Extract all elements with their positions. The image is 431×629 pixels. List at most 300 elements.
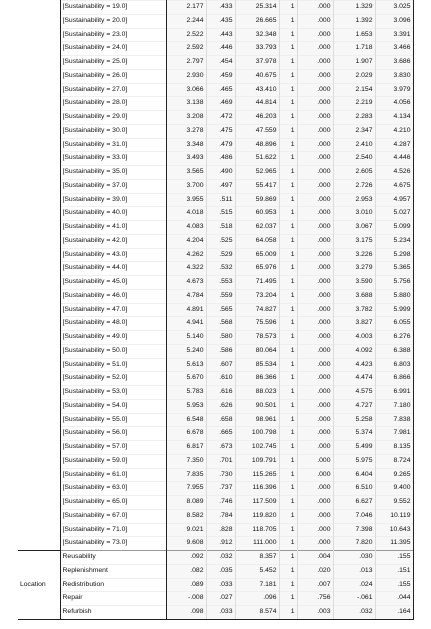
value-cell: 4.784	[166, 289, 206, 303]
group-label-cell	[18, 97, 60, 111]
value-cell: 1.329	[333, 1, 375, 15]
value-cell: .000	[297, 441, 333, 455]
group-label-cell	[18, 564, 60, 578]
value-cell: 1	[279, 124, 297, 138]
value-cell: 78.573	[235, 331, 279, 345]
value-cell: 3.025	[375, 1, 413, 15]
value-cell: 5.999	[375, 303, 413, 317]
value-cell: 3.565	[166, 166, 206, 180]
value-cell: 1	[279, 372, 297, 386]
value-cell: 25.314	[235, 1, 279, 15]
value-cell: .000	[297, 14, 333, 28]
value-cell: 9.265	[375, 468, 413, 482]
value-cell: .454	[206, 56, 235, 70]
value-cell: 2.410	[333, 138, 375, 152]
group-label-cell	[18, 331, 60, 345]
value-cell: .000	[297, 234, 333, 248]
group-label-cell	[18, 111, 60, 125]
group-label-cell	[18, 454, 60, 468]
value-cell: .497	[206, 179, 235, 193]
value-cell: .013	[333, 564, 375, 578]
value-cell: .515	[206, 207, 235, 221]
parameter-label-cell: [Sustainability = 53.0]	[60, 386, 166, 400]
value-cell: .000	[297, 193, 333, 207]
value-cell: .033	[206, 578, 235, 592]
value-cell: .475	[206, 124, 235, 138]
value-cell: 4.322	[166, 262, 206, 276]
value-cell: 6.404	[333, 468, 375, 482]
value-cell: 10.119	[375, 509, 413, 523]
table-row	[18, 14, 413, 28]
value-cell: 1	[279, 14, 297, 28]
value-cell: 1	[279, 69, 297, 83]
value-cell: .737	[206, 482, 235, 496]
value-cell: 3.226	[333, 248, 375, 262]
parameter-label-cell: [Sustainability = 51.0]	[60, 358, 166, 372]
value-cell: .000	[297, 289, 333, 303]
value-cell: 1	[279, 42, 297, 56]
value-cell: .490	[206, 166, 235, 180]
value-cell: 7.981	[375, 427, 413, 441]
value-cell: 1	[279, 564, 297, 578]
group-label-cell	[18, 138, 60, 152]
value-cell: 7.820	[333, 537, 375, 551]
value-cell: .479	[206, 138, 235, 152]
group-label-cell	[18, 193, 60, 207]
group-label-cell	[18, 317, 60, 331]
table-row	[18, 138, 413, 152]
value-cell: 1.653	[333, 28, 375, 42]
value-cell: .004	[297, 551, 333, 565]
group-label-cell	[18, 83, 60, 97]
value-cell: 111.000	[235, 537, 279, 551]
value-cell: 3.175	[333, 234, 375, 248]
value-cell: 5.099	[375, 221, 413, 235]
value-cell: 2.522	[166, 28, 206, 42]
value-cell: 5.975	[333, 454, 375, 468]
value-cell: 1	[279, 317, 297, 331]
parameter-label-cell: [Sustainability = 46.0]	[60, 289, 166, 303]
parameter-label-cell: [Sustainability = 35.0]	[60, 166, 166, 180]
value-cell: .553	[206, 276, 235, 290]
parameter-label-cell: [Sustainability = 55.0]	[60, 413, 166, 427]
table-row	[18, 454, 413, 468]
group-label-cell	[18, 166, 60, 180]
value-cell: 44.814	[235, 97, 279, 111]
parameter-label-cell: [Sustainability = 25.0]	[60, 56, 166, 70]
value-cell: .626	[206, 399, 235, 413]
group-label-cell	[18, 537, 60, 551]
table-row	[18, 564, 413, 578]
value-cell: 116.396	[235, 482, 279, 496]
table-row	[18, 221, 413, 235]
value-cell: 51.622	[235, 152, 279, 166]
value-cell: 7.955	[166, 482, 206, 496]
value-cell: 6.276	[375, 331, 413, 345]
group-label-cell	[18, 262, 60, 276]
value-cell: 118.705	[235, 523, 279, 537]
value-cell: 8.089	[166, 496, 206, 510]
value-cell: .000	[297, 372, 333, 386]
value-cell: .000	[297, 303, 333, 317]
value-cell: 6.803	[375, 358, 413, 372]
value-cell: 5.452	[235, 564, 279, 578]
parameter-label-cell: Reusability	[60, 551, 166, 565]
value-cell: 1	[279, 606, 297, 620]
value-cell: 1	[279, 578, 297, 592]
value-cell: 1	[279, 152, 297, 166]
value-cell: 6.510	[333, 482, 375, 496]
value-cell: 8.724	[375, 454, 413, 468]
value-cell: 74.827	[235, 303, 279, 317]
value-cell: 59.869	[235, 193, 279, 207]
group-label-cell	[18, 207, 60, 221]
value-cell: 3.208	[166, 111, 206, 125]
group-label-cell	[18, 592, 60, 606]
value-cell: .000	[297, 42, 333, 56]
parameter-label-cell: [Sustainability = 29.0]	[60, 111, 166, 125]
value-cell: 1	[279, 56, 297, 70]
table-row	[18, 303, 413, 317]
value-cell: 1.907	[333, 56, 375, 70]
table-row	[18, 97, 413, 111]
value-cell: 5.374	[333, 427, 375, 441]
value-cell: 4.083	[166, 221, 206, 235]
value-cell: 1	[279, 179, 297, 193]
value-cell: .030	[333, 551, 375, 565]
group-label-cell	[18, 496, 60, 510]
value-cell: .000	[297, 427, 333, 441]
value-cell: 1	[279, 523, 297, 537]
value-cell: 8.574	[235, 606, 279, 620]
value-cell: 3.010	[333, 207, 375, 221]
value-cell: 1	[279, 592, 297, 606]
value-cell: 3.067	[333, 221, 375, 235]
group-label-cell	[18, 124, 60, 138]
value-cell: .000	[297, 399, 333, 413]
parameter-label-cell: [Sustainability = 27.0]	[60, 83, 166, 97]
parameter-label-cell: [Sustainability = 37.0]	[60, 179, 166, 193]
value-cell: 3.979	[375, 83, 413, 97]
value-cell: .151	[375, 564, 413, 578]
parameter-label-cell: [Sustainability = 48.0]	[60, 317, 166, 331]
value-cell: .000	[297, 276, 333, 290]
value-cell: .082	[166, 564, 206, 578]
value-cell: 71.495	[235, 276, 279, 290]
parameter-label-cell: Replenishment	[60, 564, 166, 578]
table-row	[18, 1, 413, 15]
value-cell: 60.953	[235, 207, 279, 221]
value-cell: 1	[279, 221, 297, 235]
value-cell: 3.830	[375, 69, 413, 83]
table-row	[18, 358, 413, 372]
value-cell: 1	[279, 166, 297, 180]
value-cell: 4.134	[375, 111, 413, 125]
value-cell: 5.234	[375, 234, 413, 248]
value-cell: 6.055	[375, 317, 413, 331]
table-row	[18, 69, 413, 83]
value-cell: 4.727	[333, 399, 375, 413]
value-cell: 1	[279, 83, 297, 97]
value-cell: 5.258	[333, 413, 375, 427]
value-cell: .000	[297, 413, 333, 427]
value-cell: 4.891	[166, 303, 206, 317]
group-label-cell	[18, 42, 60, 56]
value-cell: 6.388	[375, 344, 413, 358]
table-row	[18, 152, 413, 166]
value-cell: 3.686	[375, 56, 413, 70]
group-label-cell	[18, 399, 60, 413]
value-cell: .035	[206, 564, 235, 578]
value-cell: 5.240	[166, 344, 206, 358]
value-cell: 1	[279, 509, 297, 523]
value-cell: 1	[279, 331, 297, 345]
value-cell: 2.219	[333, 97, 375, 111]
value-cell: 1	[279, 248, 297, 262]
value-cell: 65.976	[235, 262, 279, 276]
value-cell: 4.526	[375, 166, 413, 180]
value-cell: .000	[297, 496, 333, 510]
value-cell: .033	[206, 606, 235, 620]
parameter-label-cell: [Sustainability = 41.0]	[60, 221, 166, 235]
value-cell: 1	[279, 193, 297, 207]
parameter-label-cell: [Sustainability = 54.0]	[60, 399, 166, 413]
value-cell: 7.838	[375, 413, 413, 427]
value-cell: 3.590	[333, 276, 375, 290]
table-row	[18, 482, 413, 496]
value-cell: 47.559	[235, 124, 279, 138]
value-cell: 1	[279, 234, 297, 248]
value-cell: .756	[297, 592, 333, 606]
value-cell: 1	[279, 28, 297, 42]
value-cell: .000	[297, 468, 333, 482]
value-cell: .472	[206, 111, 235, 125]
value-cell: 3.278	[166, 124, 206, 138]
group-label-cell	[18, 56, 60, 70]
group-label-cell	[18, 551, 60, 565]
value-cell: 2.154	[333, 83, 375, 97]
value-cell: .000	[297, 221, 333, 235]
value-cell: 1	[279, 207, 297, 221]
parameter-label-cell: [Sustainability = 50.0]	[60, 344, 166, 358]
value-cell: 1	[279, 1, 297, 15]
parameter-label-cell: Repair	[60, 592, 166, 606]
value-cell: .000	[297, 509, 333, 523]
value-cell: .000	[297, 386, 333, 400]
value-cell: 52.965	[235, 166, 279, 180]
value-cell: 6.627	[333, 496, 375, 510]
value-cell: .446	[206, 42, 235, 56]
value-cell: .000	[297, 248, 333, 262]
value-cell: .000	[297, 1, 333, 15]
value-cell: 1	[279, 276, 297, 290]
group-label-cell	[18, 509, 60, 523]
value-cell: .155	[375, 578, 413, 592]
group-label-cell	[18, 413, 60, 427]
value-cell: 1	[279, 454, 297, 468]
value-cell: 5.880	[375, 289, 413, 303]
value-cell: 4.575	[333, 386, 375, 400]
value-cell: 1	[279, 537, 297, 551]
table-row	[18, 606, 413, 620]
table-row	[18, 537, 413, 551]
value-cell: 1	[279, 262, 297, 276]
value-cell: 102.745	[235, 441, 279, 455]
parameter-label-cell: [Sustainability = 47.0]	[60, 303, 166, 317]
table-row	[18, 248, 413, 262]
value-cell: .044	[375, 592, 413, 606]
parameter-label-cell: [Sustainability = 28.0]	[60, 97, 166, 111]
value-cell: 4.204	[166, 234, 206, 248]
value-cell: .000	[297, 317, 333, 331]
value-cell: .000	[297, 97, 333, 111]
value-cell: .665	[206, 427, 235, 441]
value-cell: .469	[206, 97, 235, 111]
table-row	[18, 413, 413, 427]
group-label-cell	[18, 28, 60, 42]
table-row	[18, 344, 413, 358]
value-cell: 48.896	[235, 138, 279, 152]
value-cell: .092	[166, 551, 206, 565]
group-label-cell	[18, 468, 60, 482]
value-cell: 43.410	[235, 83, 279, 97]
parameter-label-cell: [Sustainability = 23.0]	[60, 28, 166, 42]
value-cell: .000	[297, 207, 333, 221]
group-label-cell	[18, 248, 60, 262]
value-cell: .525	[206, 234, 235, 248]
parameter-label-cell: [Sustainability = 59.0]	[60, 454, 166, 468]
value-cell: 4.446	[375, 152, 413, 166]
value-cell: 1	[279, 399, 297, 413]
value-cell: 55.417	[235, 179, 279, 193]
value-cell: 8.135	[375, 441, 413, 455]
value-cell: 5.298	[375, 248, 413, 262]
value-cell: 8.582	[166, 509, 206, 523]
value-cell: 9.021	[166, 523, 206, 537]
group-label-cell	[18, 152, 60, 166]
parameter-label-cell: [Sustainability = 43.0]	[60, 248, 166, 262]
value-cell: .465	[206, 83, 235, 97]
value-cell: 2.540	[333, 152, 375, 166]
value-cell: .912	[206, 537, 235, 551]
value-cell: 1	[279, 138, 297, 152]
value-cell: 11.395	[375, 537, 413, 551]
value-cell: 88.023	[235, 386, 279, 400]
group-label-cell	[18, 372, 60, 386]
value-cell: -.008	[166, 592, 206, 606]
value-cell: .155	[375, 551, 413, 565]
group-label-cell	[18, 234, 60, 248]
value-cell: 3.279	[333, 262, 375, 276]
value-cell: 86.366	[235, 372, 279, 386]
group-label-cell	[18, 441, 60, 455]
value-cell: 40.675	[235, 69, 279, 83]
value-cell: .658	[206, 413, 235, 427]
value-cell: .007	[297, 578, 333, 592]
group-label-cell	[18, 69, 60, 83]
value-cell: .032	[206, 551, 235, 565]
parameter-estimates-table	[18, 0, 414, 620]
parameter-label-cell: [Sustainability = 52.0]	[60, 372, 166, 386]
value-cell: 8.357	[235, 551, 279, 565]
value-cell: .000	[297, 331, 333, 345]
value-cell: .000	[297, 482, 333, 496]
table-row	[18, 262, 413, 276]
value-cell: 2.244	[166, 14, 206, 28]
value-cell: .532	[206, 262, 235, 276]
parameter-label-cell: Refurbish	[60, 606, 166, 620]
table-row	[18, 399, 413, 413]
parameter-label-cell: [Sustainability = 39.0]	[60, 193, 166, 207]
group-label-cell	[18, 1, 60, 15]
table-row	[18, 386, 413, 400]
parameter-label-cell: [Sustainability = 24.0]	[60, 42, 166, 56]
value-cell: .746	[206, 496, 235, 510]
value-cell: .673	[206, 441, 235, 455]
table-body	[18, 1, 413, 620]
parameter-label-cell: [Sustainability = 44.0]	[60, 262, 166, 276]
parameter-label-cell: [Sustainability = 49.0]	[60, 331, 166, 345]
parameter-label-cell: [Sustainability = 57.0]	[60, 441, 166, 455]
value-cell: .580	[206, 331, 235, 345]
value-cell: 3.782	[333, 303, 375, 317]
parameter-label-cell: [Sustainability = 63.0]	[60, 482, 166, 496]
value-cell: .024	[333, 578, 375, 592]
value-cell: .032	[333, 606, 375, 620]
value-cell: 4.018	[166, 207, 206, 221]
value-cell: 5.027	[375, 207, 413, 221]
value-cell: 80.064	[235, 344, 279, 358]
value-cell: 1	[279, 386, 297, 400]
value-cell: .784	[206, 509, 235, 523]
value-cell: 117.509	[235, 496, 279, 510]
parameter-label-cell: [Sustainability = 45.0]	[60, 276, 166, 290]
value-cell: 32.348	[235, 28, 279, 42]
table-row	[18, 427, 413, 441]
value-cell: 4.941	[166, 317, 206, 331]
parameter-label-cell: [Sustainability = 61.0]	[60, 468, 166, 482]
value-cell: .610	[206, 372, 235, 386]
table-row	[18, 592, 413, 606]
table-row	[18, 578, 413, 592]
value-cell: 4.056	[375, 97, 413, 111]
group-label-cell	[18, 289, 60, 303]
value-cell: .828	[206, 523, 235, 537]
table-row	[18, 193, 413, 207]
parameter-label-cell: [Sustainability = 31.0]	[60, 138, 166, 152]
value-cell: .586	[206, 344, 235, 358]
value-cell: .000	[297, 69, 333, 83]
table-row	[18, 83, 413, 97]
value-cell: 7.350	[166, 454, 206, 468]
value-cell: 65.009	[235, 248, 279, 262]
value-cell: 85.534	[235, 358, 279, 372]
group-label-cell	[18, 179, 60, 193]
value-cell: .701	[206, 454, 235, 468]
value-cell: 1.392	[333, 14, 375, 28]
parameter-label-cell: [Sustainability = 40.0]	[60, 207, 166, 221]
value-cell: 1.718	[333, 42, 375, 56]
value-cell: 4.003	[333, 331, 375, 345]
value-cell: .730	[206, 468, 235, 482]
value-cell: .565	[206, 303, 235, 317]
value-cell: 10.643	[375, 523, 413, 537]
table-row	[18, 289, 413, 303]
value-cell: 3.955	[166, 193, 206, 207]
value-cell: .000	[297, 537, 333, 551]
table-row	[18, 317, 413, 331]
value-cell: 2.726	[333, 179, 375, 193]
